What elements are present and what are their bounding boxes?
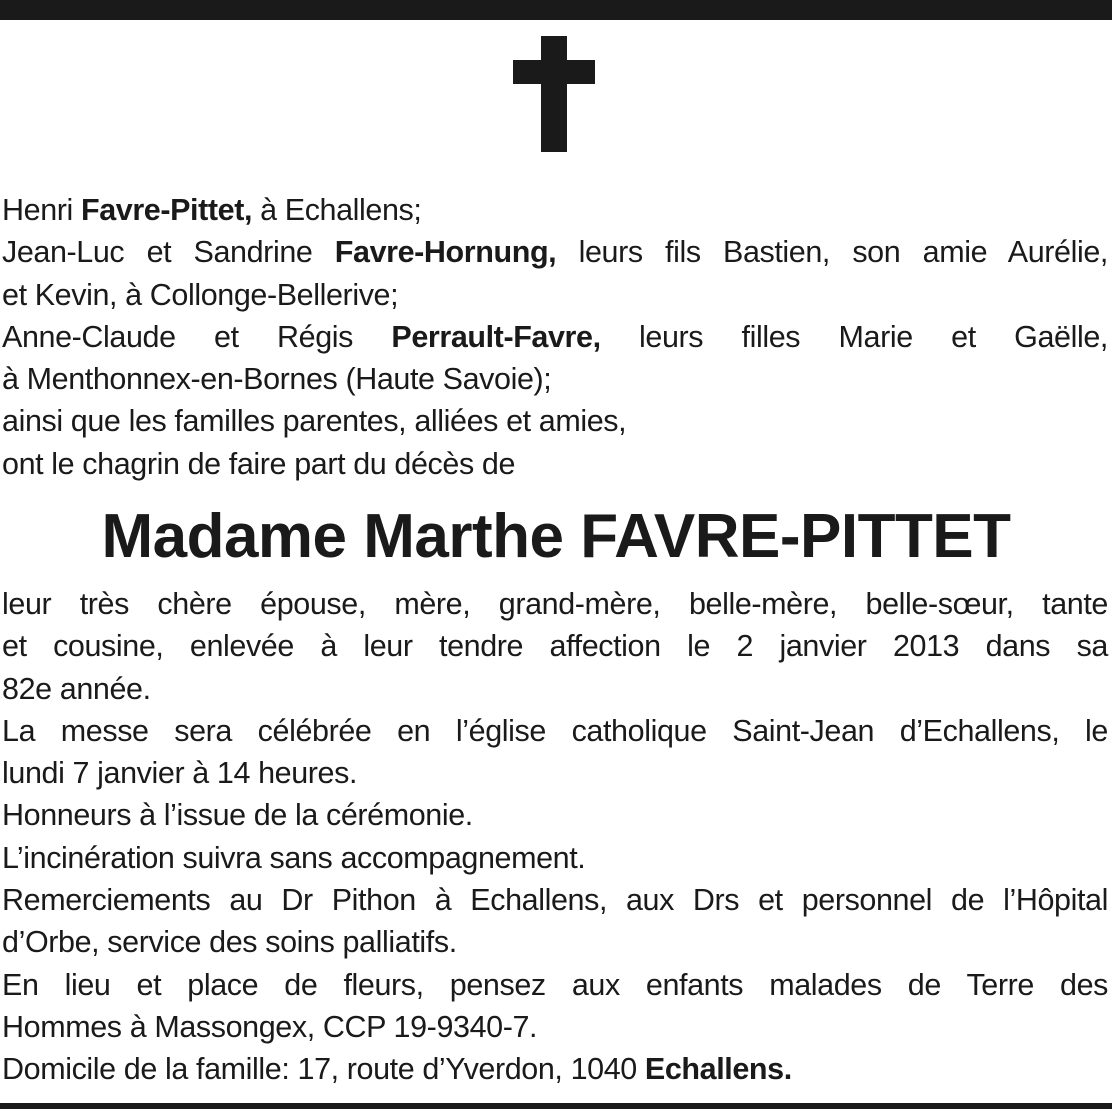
family-line-3: et Kevin, à Collonge-Bellerive; [2,277,399,312]
death-notice-details [2,583,1108,1091]
details-line: La messe sera célébrée en l’église catholique Saint-Jean d’Echallens, le [2,713,1108,748]
family-announcement [2,189,1108,485]
family-line-1: Henri Favre-Pittet, à Echallens; [2,193,422,227]
details-line: 82e année. [2,671,151,706]
details-line: d’Orbe, service des soins palliatifs. [2,925,457,960]
details-line: Hommes à Massongex, CCP 19-9340-7. [2,1009,538,1044]
bottom-rule [0,1103,1112,1109]
details-line: Honneurs à l’issue de la cérémonie. [2,798,473,833]
details-line: lundi 7 janvier à 14 heures. [2,756,358,791]
family-line-4: Anne-Claude et Régis Perrault-Favre, leurs filles Marie et Gaëlle, [2,319,1108,354]
deceased-name: Madame Marthe FAVRE-PITTET [101,502,1011,571]
family-line-5: à Menthonnex-en-Bornes (Haute Savoie); [2,362,552,397]
details-line: L’incinération suivra sans accompagnement. [2,840,586,875]
details-line: En lieu et place de fleurs, pensez aux enfants malades de Terre des [2,967,1108,1002]
family-name: Perrault-Favre, [391,319,601,354]
family-line-7: ont le chagrin de faire part du décès de [2,446,516,481]
family-address: Domicile de la famille: 17, route d’Yverdon, 1040 Echallens. [2,1052,792,1087]
family-name: Favre-Hornung, [334,235,557,270]
top-rule [0,0,1112,20]
details-line: Remerciements au Dr Pithon à Echallens, aux Drs et personnel de l’Hôpital [2,883,1108,918]
address-city: Echallens. [644,1052,792,1087]
family-line-2: Jean-Luc et Sandrine Favre-Hornung, leurs fils Bastien, son amie Aurélie, [2,235,1108,270]
family-name: Favre-Pittet, [80,193,253,227]
cross-icon [513,36,595,152]
details-line: leur très chère épouse, mère, grand-mère, belle-mère, belle-sœur, tante [2,587,1108,621]
details-line: et cousine, enlevée à leur tendre affection le 2 janvier 2013 dans sa [2,629,1108,664]
family-line-6: ainsi que les familles parentes, alliées et amies, [2,404,627,439]
